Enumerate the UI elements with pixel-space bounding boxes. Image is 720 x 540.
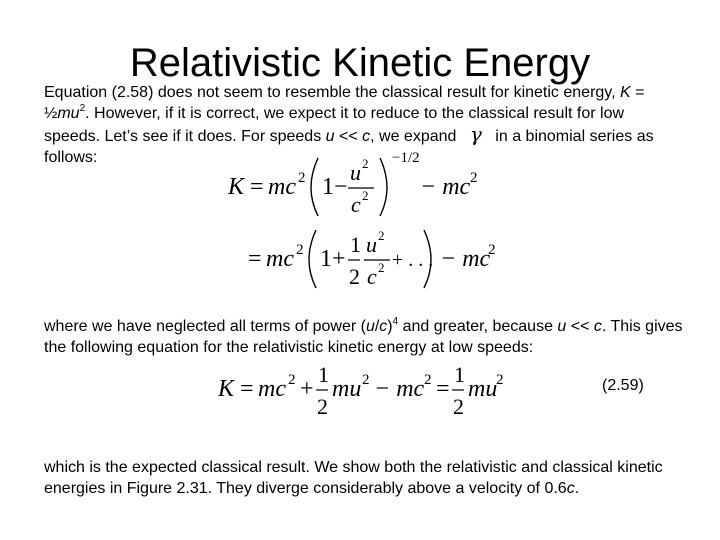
eq3-half-num: 1 xyxy=(318,362,329,387)
eq1-u-sq: 2 xyxy=(362,156,369,171)
eq3-mc: mc xyxy=(258,376,286,402)
eq3-half2-num: 1 xyxy=(454,362,465,387)
p1-var-u: u xyxy=(325,128,335,145)
eq3-K: K xyxy=(218,376,235,402)
eq1-c: c xyxy=(351,192,361,217)
p2-text-5: . This gives the following equation for the relativistic kinetic energy at low speeds: xyxy=(44,318,683,356)
p1-exp-2: 2 xyxy=(79,102,86,114)
eq1-left-paren xyxy=(311,158,318,216)
p2-text-4: << xyxy=(566,318,594,335)
eq2-sq: 2 xyxy=(296,242,304,258)
eq3-mu-2-sq: 2 xyxy=(496,372,504,388)
eq3-half-den: 2 xyxy=(317,394,328,418)
p2-var-u: u xyxy=(365,318,375,335)
gamma-symbol: γ xyxy=(469,122,482,146)
eq3-plus: + xyxy=(300,376,314,402)
eq2-minus-mc-sq: 2 xyxy=(488,242,496,258)
eq2-left-paren xyxy=(309,230,316,288)
eq1-c-sq: 2 xyxy=(362,188,369,203)
p1-var-K: K xyxy=(620,84,631,101)
p2-text-3: and greater, because xyxy=(398,318,558,335)
p1-var-c: c xyxy=(362,128,371,145)
eq3-minus-mc: − mc xyxy=(374,376,425,402)
p2-var-c-2: c xyxy=(593,318,602,335)
p2-var-c: c xyxy=(379,318,388,335)
eq2-c-sq: 2 xyxy=(378,260,385,275)
slide-title: Relativistic Kinetic Energy xyxy=(129,41,591,85)
eq3-equals-2: = xyxy=(436,376,450,402)
eq1-u: u xyxy=(350,160,361,185)
eq1-sq: 2 xyxy=(298,170,306,186)
p2-var-u-2: u xyxy=(557,318,567,335)
eq1-minus: − xyxy=(334,174,348,200)
p3-var-c: c xyxy=(566,480,575,497)
equation-2 xyxy=(248,226,498,292)
p3-text-2: . xyxy=(574,480,580,497)
p2-exp-4: 4 xyxy=(392,315,399,327)
eq3-equals-1: = xyxy=(240,376,254,402)
eq3-mu: mu xyxy=(332,376,362,402)
equation-1 xyxy=(228,150,498,220)
eq2-mc: mc xyxy=(266,246,294,272)
eq1-minus-mc-sq: 2 xyxy=(470,170,478,186)
equation-2-59 xyxy=(218,362,508,418)
p1-text-1: Equation (2.58) does not seem to resemble the classical result for kinetic energy, xyxy=(44,84,620,101)
p2-text-1: where we have neglected all terms of power ( xyxy=(44,318,366,335)
p1-text-3: . However, if it is correct, we expect it to reduce to the classical result for low speeds. Let’s see if it does. For speeds xyxy=(44,105,625,145)
eq2-ellipsis: + . . . xyxy=(392,249,434,271)
neglect-paragraph xyxy=(44,316,684,358)
eq2-minus-mc: − mc xyxy=(440,246,491,272)
eq2-one: 1 xyxy=(320,246,332,272)
p1-text-2: = ½ xyxy=(44,84,645,122)
eq1-right-paren xyxy=(380,158,387,216)
eq2-u: u xyxy=(366,232,377,257)
eq3-minus-mc-sq: 2 xyxy=(424,372,432,388)
eq2-u-sq: 2 xyxy=(378,228,385,243)
p2-slash: / xyxy=(374,318,380,335)
conclusion-paragraph xyxy=(44,457,684,499)
eq3-half2-den: 2 xyxy=(453,394,464,418)
p1-text-4: << xyxy=(334,128,363,145)
eq1-K: K xyxy=(228,174,245,200)
eq1-exponent: −1/2 xyxy=(392,150,420,166)
eq2-c: c xyxy=(367,264,377,289)
eq1-equals: = xyxy=(250,174,264,200)
p1-text-6: in a binomial series as follows: xyxy=(44,128,654,166)
eq2-half-den: 2 xyxy=(349,264,360,289)
eq3-mu-sq: 2 xyxy=(362,372,370,388)
p2-text-2: ) xyxy=(387,318,393,335)
p1-text-5: , we expand xyxy=(370,128,461,145)
eq1-mc: mc xyxy=(268,174,296,200)
p3-text-1: which is the expected classical result. We show both the relativistic and classical kinetic energies in Figure 2.31. They diverge considerably above a velocity of 0.6 xyxy=(44,459,663,497)
eq2-half-num: 1 xyxy=(350,232,361,257)
eq3-mc-sq: 2 xyxy=(288,372,296,388)
equation-number: (2.59) xyxy=(602,377,644,394)
eq2-plus: + xyxy=(332,246,346,272)
eq3-mu-2: mu xyxy=(468,376,498,402)
p1-var-mu: mu xyxy=(57,105,80,122)
eq2-equals: = xyxy=(248,246,262,272)
eq1-minus-mc: − mc xyxy=(420,174,471,200)
eq1-one: 1 xyxy=(322,174,334,200)
